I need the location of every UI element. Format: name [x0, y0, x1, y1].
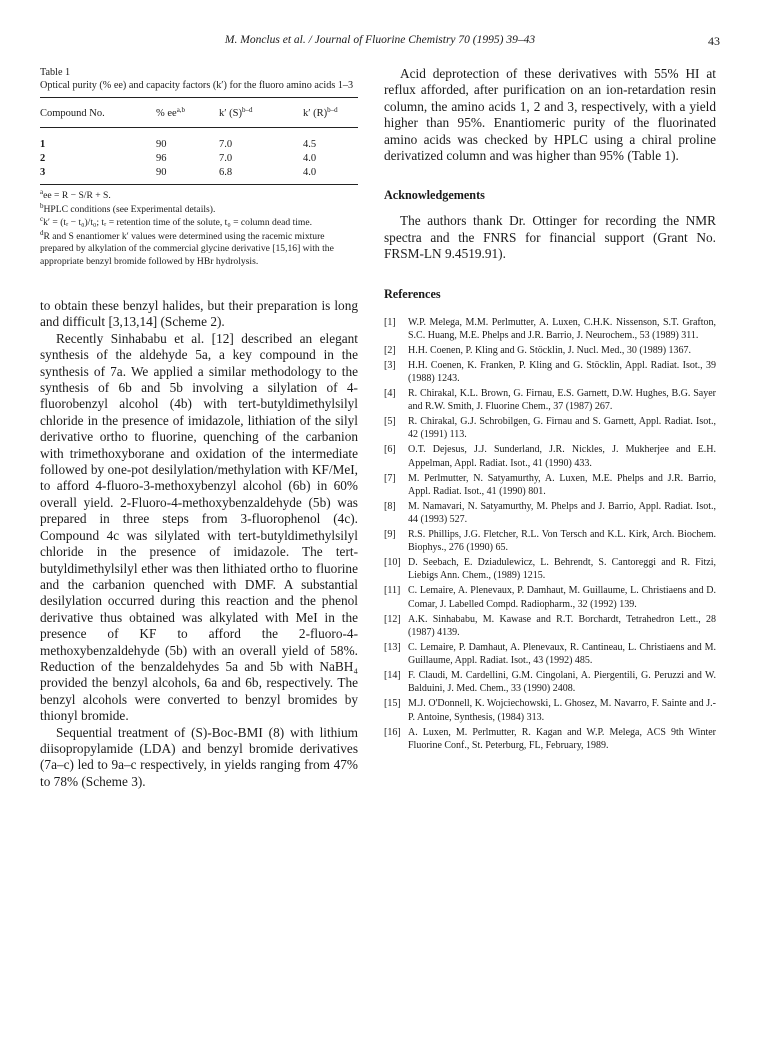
left-column	[40, 66, 358, 790]
table-label: Table 1	[40, 67, 71, 78]
table-cell: 4.0	[303, 153, 317, 164]
list-item: [4] R. Chirakal, K.L. Brown, G. Firnau, E.S. Garnett, D.W. Hughes, B.G. Sayer and R.W. Smith, J. Fluorine Chem., 37 (1987) 267.	[384, 388, 716, 413]
footnote: $^c$k′ = (tᵣ − t₀)/t₀; tᵣ = retention time of the solute, t₀ = column dead time.	[40, 215, 313, 228]
list-item: [3] H.H. Coenen, K. Franken, P. Kling and G. Stöcklin, Appl. Radiat. Isot., 39 (1988) 1243.	[384, 359, 716, 385]
table-cell: 7.0	[219, 153, 233, 164]
acknowledgements-text	[384, 213, 716, 262]
running-head	[40, 34, 720, 50]
footnote: $^a$ee = R − S/R + S.	[40, 188, 111, 201]
header-k-s: k′ $(S)^{b-d}$	[219, 106, 253, 119]
table-caption	[40, 66, 358, 92]
paragraph: to obtain these benzyl halides, but their preparation is long and difficult [3,13,14] (Scheme 2).	[40, 298, 358, 330]
page-number: 43	[708, 34, 720, 48]
list-item: [8] M. Namavari, N. Satyamurthy, M. Phelps and J. Barrio, Appl. Radiat. Isot., 44 (1993) 527.	[384, 500, 716, 526]
list-item: [2] H.H. Coenen, P. Kling and G. Stöcklin, J. Nucl. Med., 30 (1989) 1367.	[384, 344, 692, 356]
list-item: [10] D. Seebach, E. Dziadulewicz, L. Behrendt, S. Cantoreggi and R. Fitzi, Liebigs Ann. Chem., (1989) 1215.	[384, 557, 716, 582]
paragraph: Acid deprotection of these derivatives with 55% HI at reflux afforded, after purification on an ion-retardation resin column, the amino acids 1, 2 and 3, respectively, with a yield higher than 95%. Enantiomeric purity of the fluorinated amino acids was checked by HPLC using a chiral proline derivatized column and was higher than 95% (Table 1).	[384, 66, 716, 164]
table-grid	[40, 98, 358, 184]
table-cell: 6.8	[219, 167, 233, 178]
list-item: [15] M.J. O'Donnell, K. Wojciechowski, L. Ghosez, M. Navarro, F. Sainte and J.-P. Antoine, Synthesis, (1984) 313.	[384, 698, 716, 723]
table-footnotes	[40, 190, 358, 268]
table-header-row	[40, 98, 358, 128]
paragraph: Recently Sinhababu et al. [12] described an elegant synthesis of the aldehyde 5a, a key compound in the synthesis of 7a. We applied a similar methodology to the synthesis of 6b and 5b involving a silylation of 4-fluorobenzyl alcohol (4b) with tert-butyldimethylsilyl chloride in the presence of imidazole, lithiation of the silyl derivative ortho to fluorine, quenching of the carbanion with trimethoxyborane and oxidation of the intermediate followed by one-pot desilylation/methylation with KF/MeI, to afford 4-fluoro-3-methoxybenzyl alcohol (6b) in 60% overall yield. 2-Fluoro-4-methoxybenzaldehyde (5b) was prepared in three steps from 3-fluorophenol (4c). Compound 4c was silylated with tert-butyldimethylsilyl chloride in the presence of imidazole. The tert-butyldimethylsilyl ether was then lithiated ortho to fluorine and the carbanion quenched with DMF. A substantial desilylation occurred during this reaction and the phenol derivative thus obtained was alkylated with MeI in the presence of KF to afford the 2-fluoro-4-methoxybenzaldehyde (5b) with an overall yield of 58%. Reduction of the benzaldehydes 5a and 5b with NaBH₄ provided the benzyl alcohols, 6a and 6b, respectively. The benzyl alcohols were converted to benzyl bromides by thionyl bromide.	[40, 330, 358, 724]
footnote: $^d$R and S enantiomer k′ values were determined using the racemic mixture prepared by alkylation of the commercial glycine derivative [15,16] with the appropriate benzyl bromide followed by HBr hydrolysis.	[40, 228, 334, 267]
references-list	[384, 316, 716, 752]
list-item: [7] M. Perlmutter, N. Satyamurthy, A. Luxen, M.E. Phelps and J.R. Barrio, Appl. Radiat. Isot., 41 (1990) 801.	[384, 472, 716, 497]
acknowledgements-heading: Acknowledgements	[384, 188, 485, 203]
table-cell: 1	[40, 139, 46, 150]
header-ee: % ee$^{a,b}$	[156, 106, 186, 119]
table-bottom-rule	[40, 184, 358, 185]
list-item: [16] A. Luxen, M. Perlmutter, R. Kagan and W.P. Melega, ACS 9th Winter Fluorine Conf., St. Peterburg, FL, February, 1989.	[384, 726, 716, 751]
table-1	[40, 66, 358, 268]
header-k-r: k′ $(R)^{b-d}$	[303, 106, 338, 119]
table-cell: 4.0	[303, 167, 317, 178]
footnote: $^b$HPLC conditions (see Experimental details).	[40, 201, 216, 215]
list-item: [5] R. Chirakal, G.J. Schrobilgen, G. Firnau and S. Garnett, Appl. Radiat. Isot., 42 (1991) 113.	[384, 416, 716, 441]
paragraph: Sequential treatment of (S)-Boc-BMI (8) with lithium diisopropylamide (LDA) and benzyl bromide derivatives (7a–c) led to 9a–c respectively, in yields ranging from 47% to 78% (Scheme 3).	[40, 724, 358, 789]
table-cell: 90	[156, 139, 167, 150]
left-body-text	[40, 298, 358, 790]
table-row	[40, 166, 358, 184]
running-head-title: M. Monclus et al. / Journal of Fluorine Chemistry 70 (1995) 39–43	[224, 34, 536, 46]
list-item: [9] R.S. Phillips, J.G. Fletcher, R.L. Von Tersch and K.L. Kirk, Arch. Biochem. Biophys., 276 (1990) 65.	[384, 529, 716, 554]
list-item: [1] W.P. Melega, M.M. Perlmutter, A. Luxen, C.H.K. Nissenson, S.T. Grafton, S.C. Huang, M.E. Phelps and J.R. Barrio, J. Neurochem., 53 (1989) 311.	[384, 316, 716, 341]
table-cell: 90	[156, 167, 167, 178]
right-column	[384, 66, 716, 754]
table-cell: 96	[156, 153, 167, 164]
table-caption-text: Optical purity (% ee) and capacity factors (k′) for the fluoro amino acids 1–3	[40, 80, 354, 91]
table-row	[40, 128, 358, 152]
list-item: [6] O.T. Dejesus, J.J. Sunderland, J.R. Nickles, J. Mukherjee and E.H. Appelman, Appl. Radiat. Isot., 41 (1990) 433.	[384, 444, 716, 469]
table-cell: 4.5	[303, 139, 317, 150]
right-body-text	[384, 66, 716, 164]
list-item: [12] A.K. Sinhababu, M. Kawase and R.T. Borchardt, Tetrahedron Lett., 28 (1987) 4139.	[384, 613, 716, 638]
list-item: [14] F. Claudi, M. Cardellini, G.M. Cingolani, A. Piergentili, G. Peruzzi and W. Balduini, J. Med. Chem., 33 (1990) 2408.	[384, 670, 716, 695]
list-item: [11] C. Lemaire, A. Plenevaux, P. Damhaut, M. Guillaume, L. Christiaens and D. Comar, J. Labelled Compd. Radiopharm., 32 (1992) 139.	[384, 585, 716, 610]
table-cell: 3	[40, 167, 46, 178]
table-row	[40, 152, 358, 166]
references-heading: References	[384, 286, 441, 301]
list-item: [13] C. Lemaire, P. Damhaut, A. Plenevaux, R. Cantineau, L. Christiaens and M. Guillaume, Appl. Radiat. Isot., 43 (1992) 485.	[384, 641, 716, 667]
table-cell: 7.0	[219, 139, 233, 150]
header-compound: Compound No.	[40, 108, 105, 119]
paragraph: The authors thank Dr. Ottinger for recording the NMR spectra and the FNRS for financial support (Grant No. FRSM-LN 9.4519.91).	[384, 213, 716, 262]
table-cell: 2	[40, 153, 46, 164]
